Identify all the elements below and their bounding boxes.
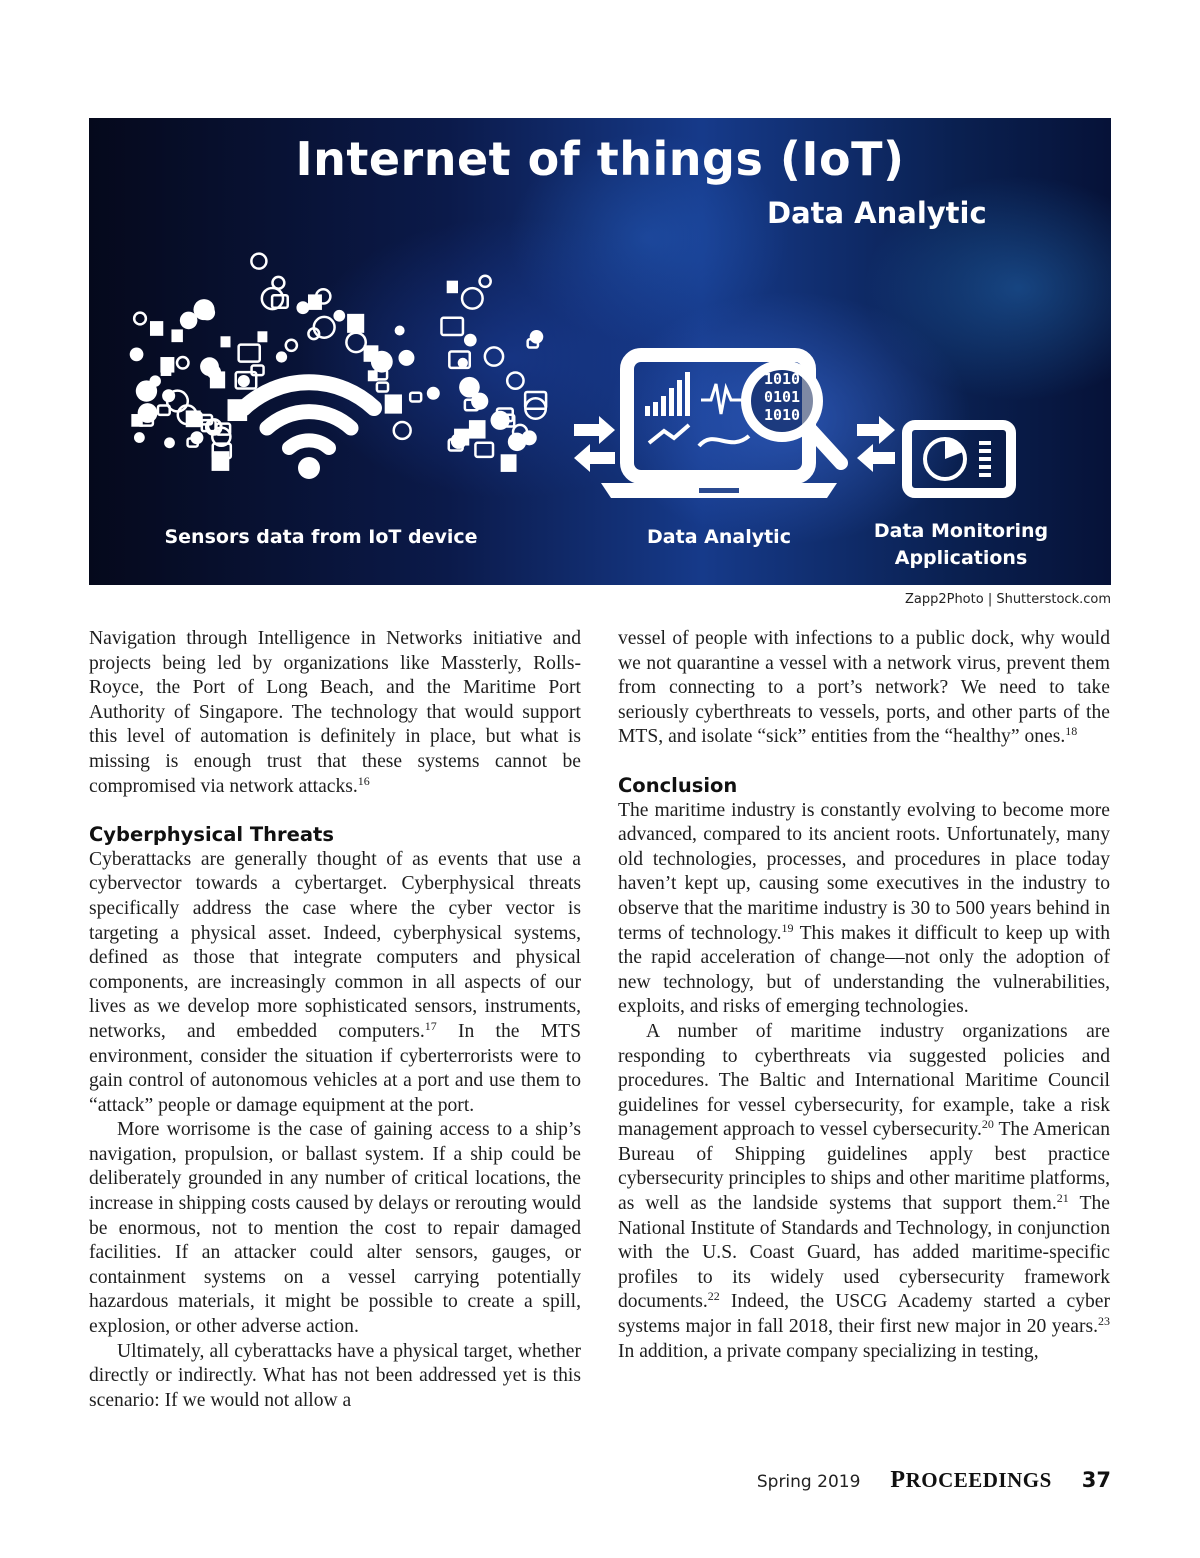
device-glyph-icon xyxy=(134,432,145,443)
device-glyph-icon xyxy=(238,375,250,387)
right-p3c-text: The National Institute of Standards and Technology, in conjunction with the U.S. Coast Guard, has added maritime-specific profiles to its widely used cybersecurity framework documents. xyxy=(618,1193,1110,1313)
figure-title: Internet of things (IoT) xyxy=(295,132,905,186)
magazine-rest: ROCEEDINGS xyxy=(905,1468,1052,1492)
iot-device-cloud xyxy=(130,254,546,472)
magnifier-icon xyxy=(746,365,841,463)
binary-line-2: 0101 xyxy=(763,388,801,406)
device-glyph-icon xyxy=(485,347,503,365)
device-glyph-icon xyxy=(177,357,189,369)
left-paragraph-4: Ultimately, all cyberattacks have a physical target, whether directly or indirectly. What has not been addressed yet is this scenario: If we would not allow a xyxy=(89,1340,581,1411)
device-glyph-icon xyxy=(507,372,523,388)
device-glyph-icon xyxy=(441,318,462,335)
right-paragraph-1 xyxy=(618,627,1110,750)
device-glyph-icon xyxy=(162,389,175,402)
device-glyph-icon xyxy=(427,387,440,400)
right-paragraph-2 xyxy=(618,799,1110,1020)
device-glyph-icon xyxy=(286,340,297,351)
footnote-ref: 18 xyxy=(1065,724,1078,739)
wifi-dot-icon xyxy=(298,457,320,479)
device-glyph-icon xyxy=(530,330,544,344)
magazine-initial: P xyxy=(890,1467,906,1493)
caption-monitoring-line1: Data Monitoring xyxy=(873,520,1049,542)
left-p1-text: Navigation through Intelligence in Networks initiative and projects being led by organizations like Massterly, Rolls-Royce, the Port of Long Beach, and the Maritime Port Authority of Singapore. The technology that would support this level of automation is definitely in place, but what is missing is enough trust that these systems cannot be compromised via network attacks. xyxy=(89,628,581,797)
device-glyph-icon xyxy=(252,366,264,376)
footnote-ref: 23 xyxy=(1098,1314,1110,1329)
device-glyph-icon xyxy=(296,301,309,314)
footnote-ref: 22 xyxy=(707,1289,720,1304)
device-glyph-icon xyxy=(395,326,405,336)
device-glyph-icon xyxy=(150,321,163,336)
iot-figure xyxy=(89,118,1111,585)
device-glyph-icon xyxy=(346,333,365,352)
right-p3d-text: Indeed, the USCG Academy started a cyber systems major in fall 2018, their first new major in 20 years. xyxy=(618,1291,1110,1338)
device-glyph-icon xyxy=(251,254,266,269)
device-glyph-icon xyxy=(149,375,160,386)
tablet-icon xyxy=(907,425,1011,493)
device-glyph-icon xyxy=(333,310,345,322)
device-glyph-icon xyxy=(475,443,493,457)
footnote-ref: 16 xyxy=(357,773,370,788)
device-glyph-icon xyxy=(314,317,335,338)
device-glyph-icon xyxy=(180,312,198,330)
device-glyph-icon xyxy=(394,422,411,439)
waveform-icon xyxy=(701,384,745,414)
caption-data-analytic: Data Analytic xyxy=(647,526,791,548)
caption-monitoring xyxy=(861,518,1061,572)
right-p1-text: vessel of people with infections to a public dock, why would we not quarantine a vessel with a network virus, prevent them from connecting to a port’s network? We need to take seriously cyberthreats to vessels, ports, and other parts of the MTS, and isolate “sick” entities from the “healthy” ones. xyxy=(618,628,1110,748)
right-p3b-text: The American Bureau of Shipping guidelines apply best practice cybersecurity principles to ships and other maritime platforms, as well as the landside systems that support them. xyxy=(618,1119,1110,1215)
device-glyph-icon xyxy=(347,314,364,333)
left-paragraph-3: More worrisome is the case of gaining access to a ship’s navigation, propulsion, or ballast system. If a ship could be deliberately grounded in any number of critical locations, the increase in shipping costs caused by delays or rerouting would be enormous, not to mention the cost to repair damaged facilities. If an attacker could alter sensors, gauges, or containment systems on a vessel carrying potentially hazardous materials, it might be possible to create a spill, explosion, or other adverse action. xyxy=(89,1119,581,1338)
issue-season: Spring 2019 xyxy=(756,1472,861,1492)
footnote-ref: 21 xyxy=(1056,1191,1069,1206)
device-glyph-icon xyxy=(212,451,230,471)
device-glyph-icon xyxy=(130,348,144,362)
page-number: 37 xyxy=(1081,1468,1111,1492)
device-glyph-icon xyxy=(447,281,458,294)
device-glyph-icon xyxy=(501,454,517,472)
right-p2b-text: This makes it difficult to keep up with the rapid acceleration of change—not only the adoption of new technology, but of understanding the vulnerabilities, exploits, and risks of emerging technologies. xyxy=(618,922,1110,1018)
bar-chart-icon xyxy=(645,372,690,416)
caption-monitoring-line2: Applications xyxy=(894,547,1028,569)
trend-line-icon xyxy=(649,425,689,443)
device-glyph-icon xyxy=(221,336,231,347)
footnote-ref: 19 xyxy=(781,920,794,935)
magazine-name xyxy=(890,1467,1051,1494)
device-glyph-icon xyxy=(257,331,267,342)
wifi-icon xyxy=(244,382,374,448)
device-glyph-icon xyxy=(454,429,469,446)
left-paragraph-1 xyxy=(89,627,581,799)
right-column xyxy=(618,627,1110,1364)
device-glyph-icon xyxy=(458,358,468,368)
binary-line-1: 1010 xyxy=(763,370,801,388)
device-glyph-icon xyxy=(272,277,284,289)
device-glyph-icon xyxy=(171,329,182,342)
device-glyph-icon xyxy=(377,383,388,392)
section-heading-cyberphysical: Cyberphysical Threats xyxy=(89,823,334,847)
device-glyph-icon xyxy=(276,351,287,362)
device-glyph-icon xyxy=(134,313,146,325)
caption-sensors: Sensors data from IoT device xyxy=(164,526,478,548)
device-glyph-icon xyxy=(410,393,421,402)
footnote-ref: 17 xyxy=(424,1018,437,1033)
right-p3e-text: In addition, a private company specializing in testing, xyxy=(618,1340,1039,1362)
left-paragraph-2 xyxy=(89,848,581,1119)
device-glyph-icon xyxy=(459,377,480,398)
right-p3a-text: A number of maritime industry organizations are responding to cyberthreats via suggested policies and procedures. The Baltic and International Maritime Council guidelines for vessel cybersecurity, for example, take a risk management approach to vessel cybersecurity. xyxy=(618,1020,1110,1141)
left-p2a-text: Cyberattacks are generally thought of as events that use a cybervector towards a cybertarget. Cyberphysical threats specifically address the case where the cyber vector is targeting a physical asset. Indeed, cyberphysical systems, defined as those that integrate computers and physical components, are increasingly common in all aspects of our lives as we develop more sophisticated sensors, instruments, networks, and embedded computers. xyxy=(89,848,581,1042)
device-glyph-icon xyxy=(398,350,414,366)
binary-line-3: 1010 xyxy=(763,406,801,424)
iot-illustration xyxy=(89,118,1111,585)
device-glyph-icon xyxy=(469,420,486,438)
device-glyph-icon xyxy=(385,394,402,413)
left-column xyxy=(89,627,581,1413)
footnote-ref: 20 xyxy=(981,1117,994,1132)
device-glyph-icon xyxy=(480,276,491,287)
device-glyph-icon xyxy=(491,411,510,430)
device-glyph-icon xyxy=(200,305,215,320)
device-glyph-icon xyxy=(464,334,477,347)
device-glyph-icon xyxy=(164,437,175,448)
exchange-arrows-icon xyxy=(574,416,615,472)
section-heading-conclusion: Conclusion xyxy=(618,773,738,797)
left-p2b-text: In the MTS environment, consider the situation if cyberterrorists were to gain control of autonomous vehicles at a port and use them to “attack” people or damage equipment at the port. xyxy=(89,1020,581,1116)
device-glyph-icon xyxy=(364,345,379,361)
device-glyph-icon xyxy=(160,357,174,373)
device-glyph-icon xyxy=(239,345,260,362)
device-glyph-icon xyxy=(462,288,483,309)
right-paragraph-3 xyxy=(618,1020,1110,1364)
photo-credit: Zapp2Photo | Shutterstock.com xyxy=(904,592,1111,607)
device-glyph-icon xyxy=(522,430,537,445)
device-glyph-icon xyxy=(210,371,225,388)
figure-subtitle: Data Analytic xyxy=(767,196,987,230)
exchange-arrows-right-icon xyxy=(857,416,895,472)
page-footer xyxy=(757,1467,1111,1494)
right-p2a-text: The maritime industry is constantly evolving to become more advanced, compared to its ancient roots. Unfortunately, many old technologies, processes, and procedures in place today haven’t kept up, causing some executives in the industry to observe that the maritime industry is 30 to 500 years behind in terms of technology. xyxy=(618,799,1110,944)
